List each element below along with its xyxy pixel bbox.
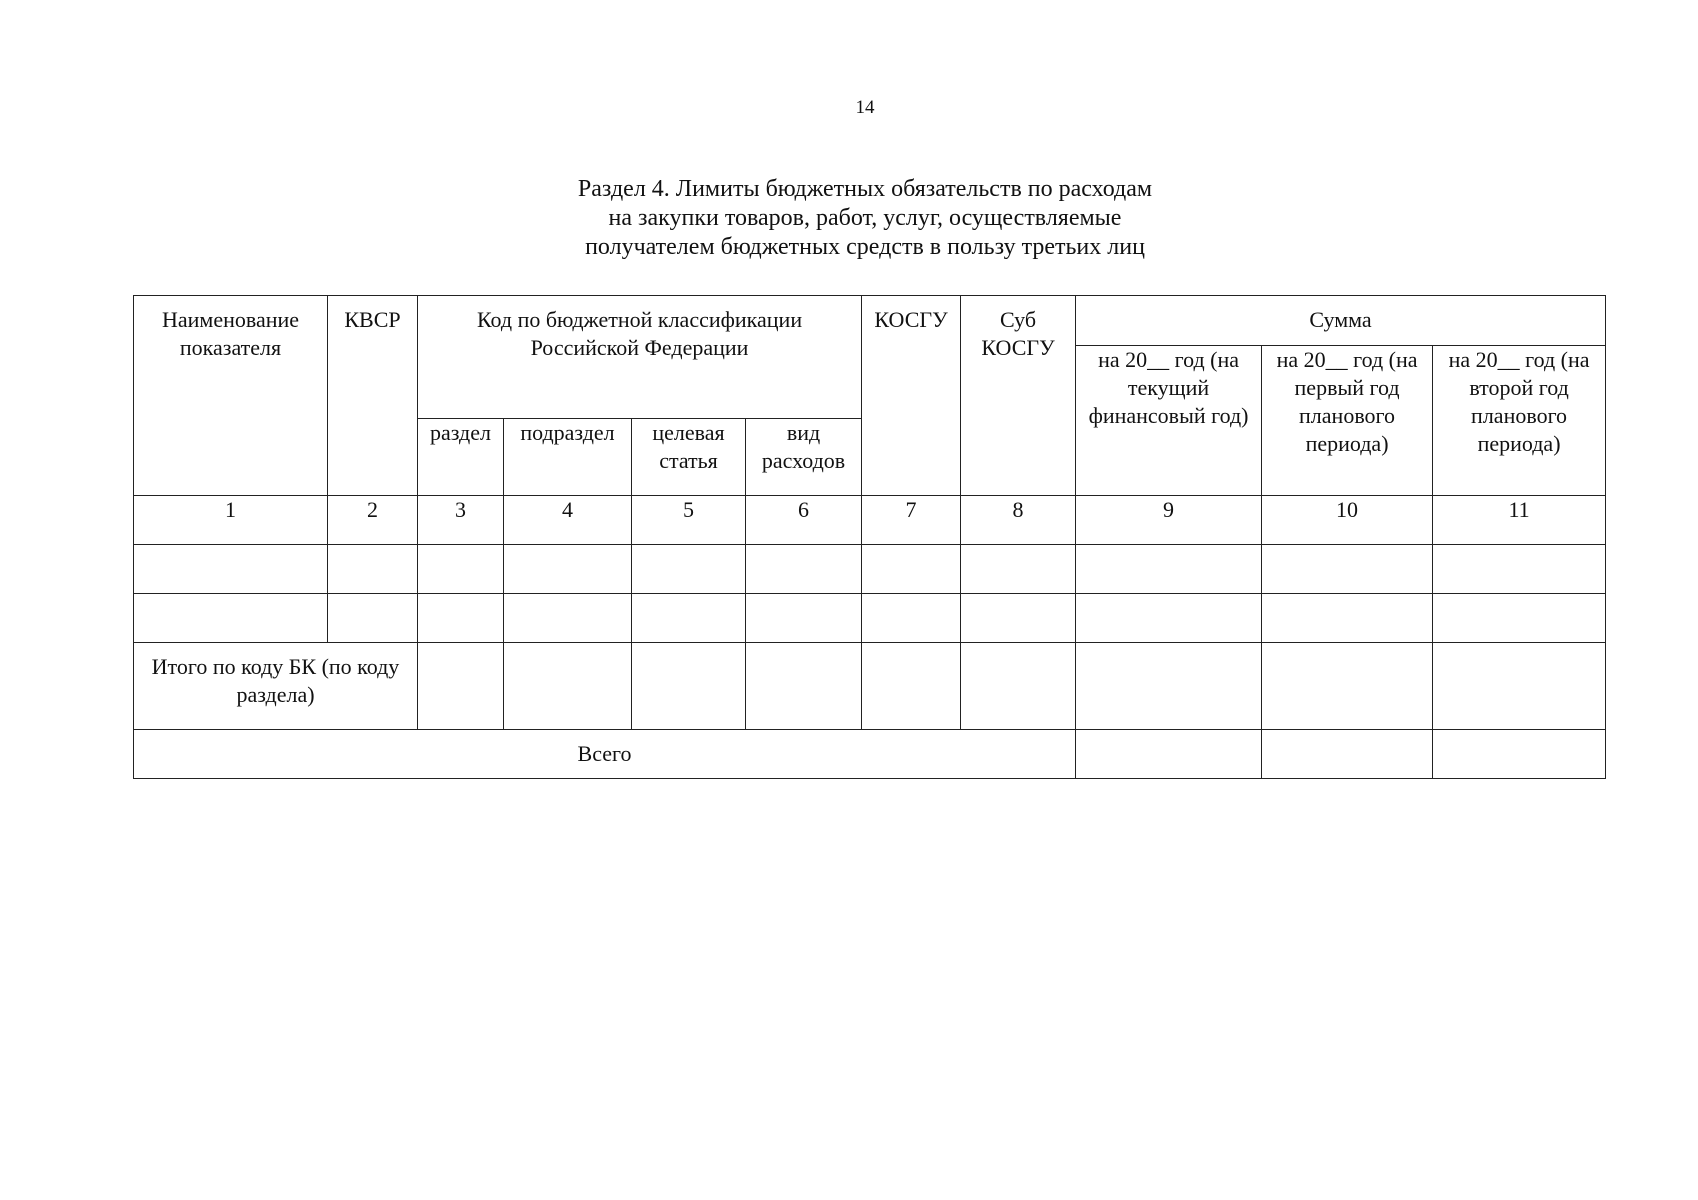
vsego-row <box>134 730 1606 779</box>
section-title-line-2: на закупки товаров, работ, услуг, осуществляемые <box>608 205 1122 231</box>
table-cell <box>1262 730 1433 779</box>
table-cell <box>1076 730 1262 779</box>
table-cell <box>504 643 632 730</box>
table-cell <box>961 545 1076 594</box>
limits-table <box>133 295 1606 779</box>
header-vid-rashodov: вид расходов <box>746 419 862 496</box>
header-year-first: на 20__ год (на первый год планового периода) <box>1262 346 1433 496</box>
column-number: 5 <box>632 496 746 545</box>
table-cell <box>862 545 961 594</box>
table-cell <box>632 643 746 730</box>
vsego-label: Всего <box>134 730 1076 779</box>
table-cell <box>1076 594 1262 643</box>
column-number: 6 <box>746 496 862 545</box>
header-year-second: на 20__ год (на второй год планового периода) <box>1433 346 1606 496</box>
table-cell <box>961 594 1076 643</box>
column-number: 10 <box>1262 496 1433 545</box>
table-cell <box>746 594 862 643</box>
table-cell <box>961 643 1076 730</box>
section-title <box>0 175 1698 262</box>
table-cell <box>418 643 504 730</box>
column-number: 3 <box>418 496 504 545</box>
table-cell <box>1262 643 1433 730</box>
table-cell <box>1076 545 1262 594</box>
table-cell <box>1262 545 1433 594</box>
table-cell <box>1433 545 1606 594</box>
column-number: 1 <box>134 496 328 545</box>
table-row <box>134 545 1606 594</box>
column-number: 4 <box>504 496 632 545</box>
table-cell <box>862 594 961 643</box>
table-cell <box>1433 730 1606 779</box>
page-number: 14 <box>855 97 875 118</box>
header-podrazdel: подраздел <box>504 419 632 496</box>
header-razdel: раздел <box>418 419 504 496</box>
header-bk-code: Код по бюджетной классификации Российской Федерации <box>418 296 862 419</box>
table-cell <box>1433 643 1606 730</box>
header-sub-kosgu: Суб КОСГУ <box>961 296 1076 496</box>
table-cell <box>134 594 328 643</box>
column-number: 7 <box>862 496 961 545</box>
table-cell <box>328 545 418 594</box>
table-cell <box>862 643 961 730</box>
header-celevaya-statya: целевая статья <box>632 419 746 496</box>
table-row <box>134 594 1606 643</box>
section-title-line-3: получателем бюджетных средств в пользу третьих лиц <box>585 234 1145 260</box>
table-cell <box>1076 643 1262 730</box>
table-cell <box>632 545 746 594</box>
table-cell <box>328 594 418 643</box>
table-cell <box>746 643 862 730</box>
table-cell <box>418 594 504 643</box>
table-cell <box>746 545 862 594</box>
table-cell <box>632 594 746 643</box>
header-summa: Сумма <box>1076 296 1606 346</box>
header-name: Наименование показателя <box>134 296 328 496</box>
header-year-current: на 20__ год (на текущий финансовый год) <box>1076 346 1262 496</box>
column-number: 11 <box>1433 496 1606 545</box>
column-number: 9 <box>1076 496 1262 545</box>
table-cell <box>1433 594 1606 643</box>
header-kosgu: КОСГУ <box>862 296 961 496</box>
header-kvsr: КВСР <box>328 296 418 496</box>
table-cell <box>134 545 328 594</box>
itogo-label: Итого по коду БК (по коду раздела) <box>134 643 418 730</box>
table-cell <box>504 545 632 594</box>
column-numbers-row <box>134 496 1606 545</box>
column-number: 8 <box>961 496 1076 545</box>
table-cell <box>504 594 632 643</box>
section-title-line-1: Раздел 4. Лимиты бюджетных обязательств по расходам <box>577 176 1153 202</box>
column-number: 2 <box>328 496 418 545</box>
table-cell <box>1262 594 1433 643</box>
itogo-row <box>134 643 1606 730</box>
table-cell <box>418 545 504 594</box>
